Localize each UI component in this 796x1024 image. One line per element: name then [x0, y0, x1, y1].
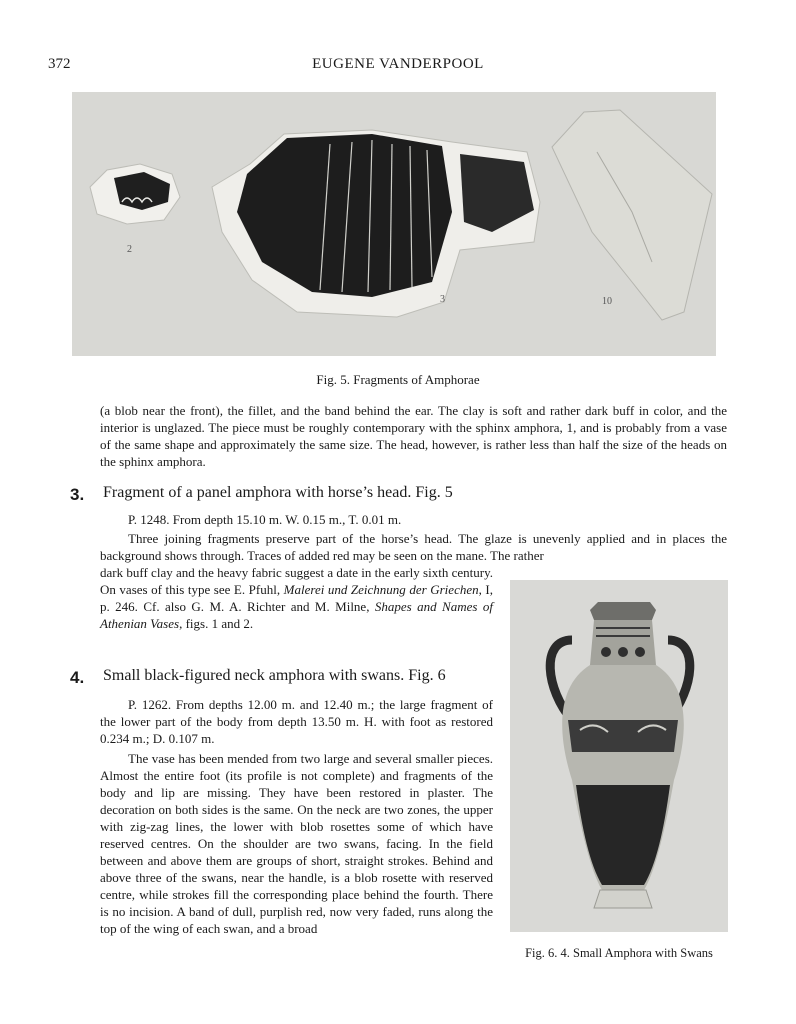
section-3-paragraph-b: dark buff clay and the heavy fabric suggest a date in the early sixth century. On vases of this type see E. Pfuhl, Malerei und Zeichnung der Griechen, I, p. 246. Cf. also G. M. A. Richter and M. Milne, Shapes and Names of Athenian Vases, figs. 1 and 2. — [100, 565, 493, 631]
figure-6-photo — [510, 580, 728, 932]
continued-paragraph: (a blob near the front), the fillet, and the band behind the ear. The clay is soft and rather dark buff in color, and the interior is unglazed. The piece must be roughly contemporary with the sphinx amphora, 1, and is probably from a vase of the same shape and approximately the same size. The head, however, is rather less than half the size of the heads on the sphinx amphora. — [100, 403, 727, 469]
citation-richter-milne: Shapes and Names of Athenian Vases — [100, 599, 493, 631]
page-number: 372 — [48, 56, 71, 72]
figure-5-photo — [72, 92, 716, 356]
section-4-number: 4. — [70, 668, 85, 687]
section-4-meta: P. 1262. From depths 12.00 m. and 12.40 m.; the large fragment of the lower part of the body from depth 13.50 m. H. with foot as restored 0.234 m.; D. 0.107 m. — [100, 697, 493, 746]
amphora-fragments-illustration — [72, 92, 716, 356]
running-header-author: EUGENE VANDERPOOL — [312, 56, 484, 72]
section-3-title: Fragment of a panel amphora with horse’s head. Fig. 5 — [103, 484, 453, 501]
fragment-label-3: 3 — [440, 294, 445, 305]
figure-6-caption: Fig. 6. 4. Small Amphora with Swans — [525, 946, 713, 960]
figure-5-caption: Fig. 5. Fragments of Amphorae — [316, 372, 480, 387]
small-amphora-illustration — [510, 580, 728, 932]
section-4-body: The vase has been mended from two large and several smaller pieces. Almost the entire foot (its profile is not complete) and fragments of the body and lip are missing. They have been restored in plaster. The decoration on both sides is the same. On the neck are two zones, the upper with zig-zag lines, the lower with blob rosettes some of which have reserved centres. On the shoulder are two swans, facing. In the field between and above them are groups of short, straight strokes. Behind and above three of the swans, near the handle, is a blob rosette with reserved centre, while strokes fill the corresponding place behind the fourth. There is no incision. A band of dull, purplish red, now very faded, runs along the top of the wing of each swan, and a broad — [100, 751, 493, 936]
section-3-paragraph-a: Three joining fragments preserve part of the horse’s head. The glaze is unevenly applied and in places the background shows through. Traces of added red may be seen on the mane. The rather — [100, 531, 727, 563]
citation-pfuhl: Malerei und Zeichnung der Griechen — [283, 582, 479, 597]
section-3-number: 3. — [70, 485, 85, 504]
fragment-label-2: 2 — [127, 244, 132, 255]
section-4-title: Small black-figured neck amphora with swans. Fig. 6 — [103, 667, 446, 684]
section-3-meta: P. 1248. From depth 15.10 m. W. 0.15 m., T. 0.01 m. — [128, 512, 402, 527]
fragment-label-10: 10 — [602, 296, 612, 307]
